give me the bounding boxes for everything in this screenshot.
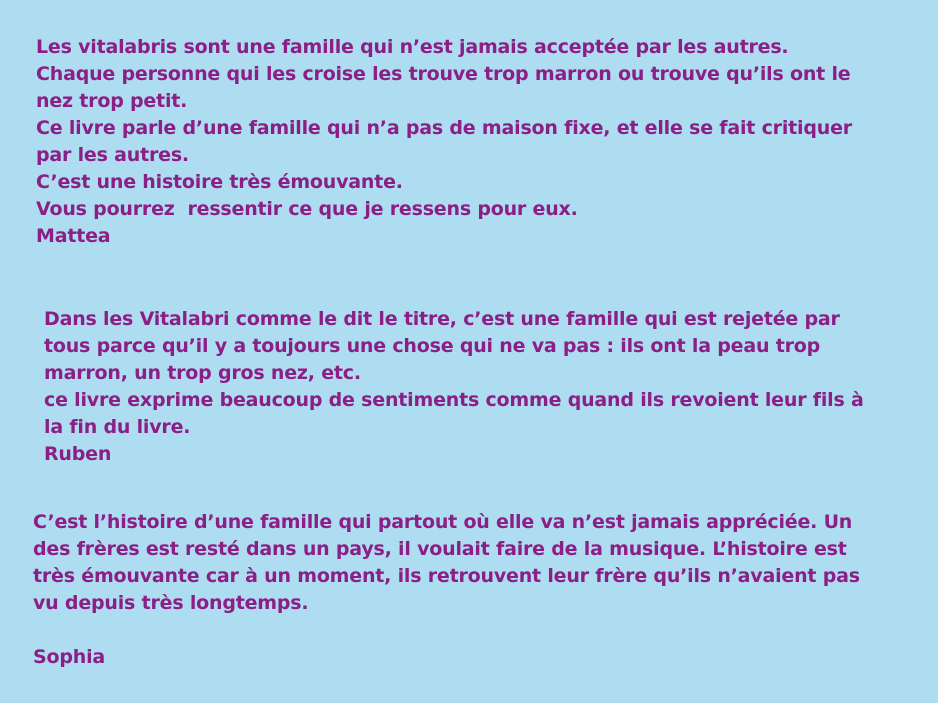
review-line: ce livre exprime beaucoup de sentiments comme quand ils revoient leur fils à (44, 389, 864, 411)
review-line: Dans les Vitalabri comme le dit le titre, c’est une famille qui est rejetée par (44, 308, 840, 330)
review-sophia (33, 509, 913, 671)
review-line: Ce livre parle d’une famille qui n’a pas de maison fixe, et elle se fait critiquer (36, 117, 852, 139)
review-ruben (44, 306, 914, 468)
review-line: C’est une histoire très émouvante. (36, 171, 403, 193)
review-mattea (36, 34, 916, 250)
review-line: Les vitalabris sont une famille qui n’est jamais acceptée par les autres. (36, 36, 789, 58)
review-line: très émouvante car à un moment, ils retrouvent leur frère qu’ils n’avaient pas (33, 565, 860, 587)
review-author: Sophia (33, 646, 105, 668)
review-author: Mattea (36, 225, 111, 247)
review-line: vu depuis très longtemps. (33, 592, 309, 614)
review-line: Chaque personne qui les croise les trouve trop marron ou trouve qu’ils ont le (36, 63, 851, 85)
review-line: tous parce qu’il y a toujours une chose qui ne va pas : ils ont la peau trop (44, 335, 821, 357)
review-author: Ruben (44, 443, 112, 465)
review-line: C’est l’histoire d’une famille qui partout où elle va n’est jamais appréciée. Un (33, 511, 853, 533)
review-line: Vous pourrez ressentir ce que je ressens pour eux. (36, 198, 578, 220)
review-line: marron, un trop gros nez, etc. (44, 362, 361, 384)
review-line: par les autres. (36, 144, 189, 166)
review-line: des frères est resté dans un pays, il voulait faire de la musique. L’histoire est (33, 538, 847, 560)
review-line: nez trop petit. (36, 90, 188, 112)
review-line: la fin du livre. (44, 416, 191, 438)
paragraph-gap (33, 617, 913, 644)
